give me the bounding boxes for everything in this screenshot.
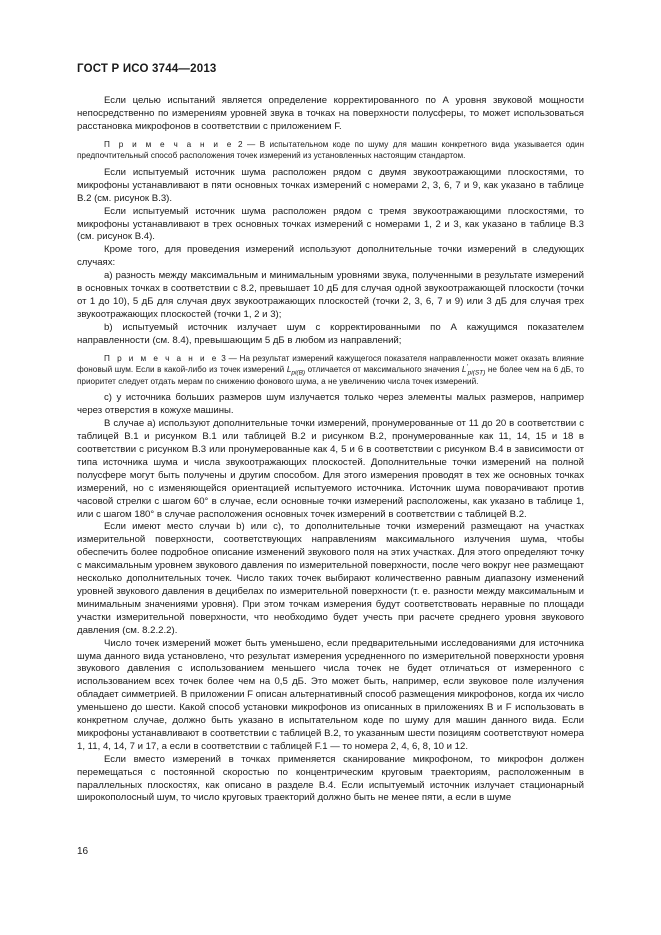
page-number: 16 <box>77 846 89 857</box>
formula-lpist-prime: ′ <box>466 363 468 371</box>
formula-lpib-symbol: L <box>286 365 292 375</box>
note-2-label: П р и м е ч а н и е <box>104 139 234 149</box>
paragraph-7: Число точек измерений может быть уменьшено, если предварительными исследованиями для источника шума данного вида установлено, что результат измерения усредненного по измерительной поверхности уровня звукового давления с использованием меньшего числа точек не будет отличаться от измеренного с использованием всех точек более чем на 0,5 дБ. Это может быть, например, если звуковое поле излучения обладает симметрией. В приложении F описан альтернативный способ размещения микрофонов, когда их число уменьшено до шести. Какой способ установки микрофонов из описанных в приложениях В и F использовать в конкретном случае, должно быть указано в испытательном коде по шуму для машин данного вида. Если микрофоны устанавливают в соответствии с таблицей В.2, то указанным шести позициям соответствуют номера 1, 11, 4, 14, 7 и 17, а если в соответствии с таблицей F.1 — то номера 2, 4, 6, 8, 10 и 12. <box>77 637 584 752</box>
paragraph-8: Если вместо измерений в точках применяется сканирование микрофоном, то микрофон должен перемещаться с постоянной скоростью по концентрическим круговым траекториям, расположенным в параллельных плоскостях, как описано в разделе В.4. Если испытуемый источник излучает стационарный широкополосный шум, то число круговых траекторий должно быть не менее пяти, а если в шуме <box>77 753 584 804</box>
formula-lpist-symbol: L <box>461 365 467 375</box>
note-3-text-c: не более чем на 6 дБ, то приоритет следует отдать мерам по снижению фонового шума, а не увеличению числа точек измерений. <box>77 365 584 386</box>
paragraph-6: Если имеют место случаи b) или c), то дополнительные точки измерений размещают на участках измерительной поверхности, соответствующих направлениям максимального излучения шума, чтобы обеспечить более подробное описание изменений звукового поля на этих участках. Для этого определяют точку с максимальным уровнем звукового давления по измерительной поверхности, после чего вокруг нее размещают несколько дополнительных точек. Число таких точек выбирают количественно равным диапазону изменений уровней звукового давления в децибелах по измерительной поверхности (т. е. разности между максимальным и минимальным значениями уровня). При этом точкам измерения будут соответствовать неравные по площади участки измерительной поверхности, что необходимо будет учесть при расчете среднего уровня звукового давления (см. 8.2.2.2). <box>77 521 584 636</box>
note-3-text-a: 3 — На результат измерений кажущегося показателя направленности может оказать влияние фоновый шум. Если в какой-либо из точек измерений <box>77 353 584 375</box>
paragraph-3: Если испытуемый источник шума расположен рядом с тремя звукоотражающими плоскостями, то микрофоны устанавливают в трех основных точках измерений с номерами 1, 2 и 3, как указано в таблице В.3 (см. рисунок В.4). <box>77 205 584 243</box>
note-3-label: П р и м е ч а н и е <box>104 353 219 363</box>
list-item-c: c) у источника больших размеров шум излучается только через элементы малых размеров, например через отверстия в кожухе машины. <box>77 392 584 417</box>
note-2-text: 2 — В испытательном коде по шуму для машин конкретного вида указывается один предпочтительный способ расположения точек измерений из установленных настоящим стандартом. <box>77 139 584 161</box>
note-3 <box>77 353 584 388</box>
list-item-b: b) испытуемый источник излучает шум с корректированными по А кажущимся показателем направленности (см. 8.4), превышающим 5 дБ в любом из направлений; <box>77 321 584 346</box>
paragraph-1: Если целью испытаний является определение корректированного по А уровня звуковой мощности непосредственно по измерениям уровней звука в точках на поверхности полусферы, то может использоваться расстановка микрофонов в соответствии с приложением F. <box>77 95 584 132</box>
formula-lpist-subscript: pi(ST) <box>467 369 486 377</box>
list-item-a: a) разность между максимальным и минимальным уровнями звука, полученными в результате измерений в основных точках в соответствии с 8.2, превышает 10 дБ для случая одной звукоотражающей плоскости (точки от 1 до 10), 5 дБ для случая двух звукоотражающих плоскостей (точки 2, 3, 6, 7 и 9) или 3 дБ для случая трех звукоотражающих плоскостей (точки 1, 2 и 3); <box>77 270 584 320</box>
document-header: ГОСТ Р ИСО 3744—2013 <box>77 63 217 75</box>
paragraph-5: В случае a) используют дополнительные точки измерений, пронумерованные от 11 до 20 в соответствии с таблицей В.1 и рисунком В.1 или таблицей В.2 и рисунком В.2, пронумерованные как 11, 14, 15 и 18 в соответствии с рисунком В.3 или пронумерованные как 4, 5 и 6 в соответствии с рисунком В.4 в зависимости от типа источника шума и числа звукоотражающих плоскостей. Дополнительные точки измерений на полной полусфере могут быть получены и другим способом. Для этого измерения проводят в тех же основных точках измерений, но с изменяющейся ориентацией испытуемого источника. Источник шума поворачивают против часовой стрелки с шагом 60° в случае, если основные точки измерений расположены, как указано в таблице 1, или с шагом 180° в случае расположения основных точек измерений в соответствии с таблицей В.2. <box>77 418 584 520</box>
paragraph-2: Если испытуемый источник шума расположен рядом с двумя звукоотражающими плоскостями, то микрофоны устанавливают в пяти основных точках измерений с номерами 2, 3, 6, 7 и 9, как указано в таблице В.2 (см. рисунок В.3). <box>77 166 584 204</box>
document-body <box>77 95 584 805</box>
formula-lpib <box>286 365 306 377</box>
note-2 <box>77 139 584 162</box>
note-3-text-b: отличается от максимального значения <box>305 365 462 375</box>
formula-lpib-subscript: pi(B) <box>291 369 306 377</box>
formula-lpist <box>461 363 486 377</box>
paragraph-4: Кроме того, для проведения измерений используют дополнительные точки измерений в следующих случаях: <box>77 244 584 269</box>
